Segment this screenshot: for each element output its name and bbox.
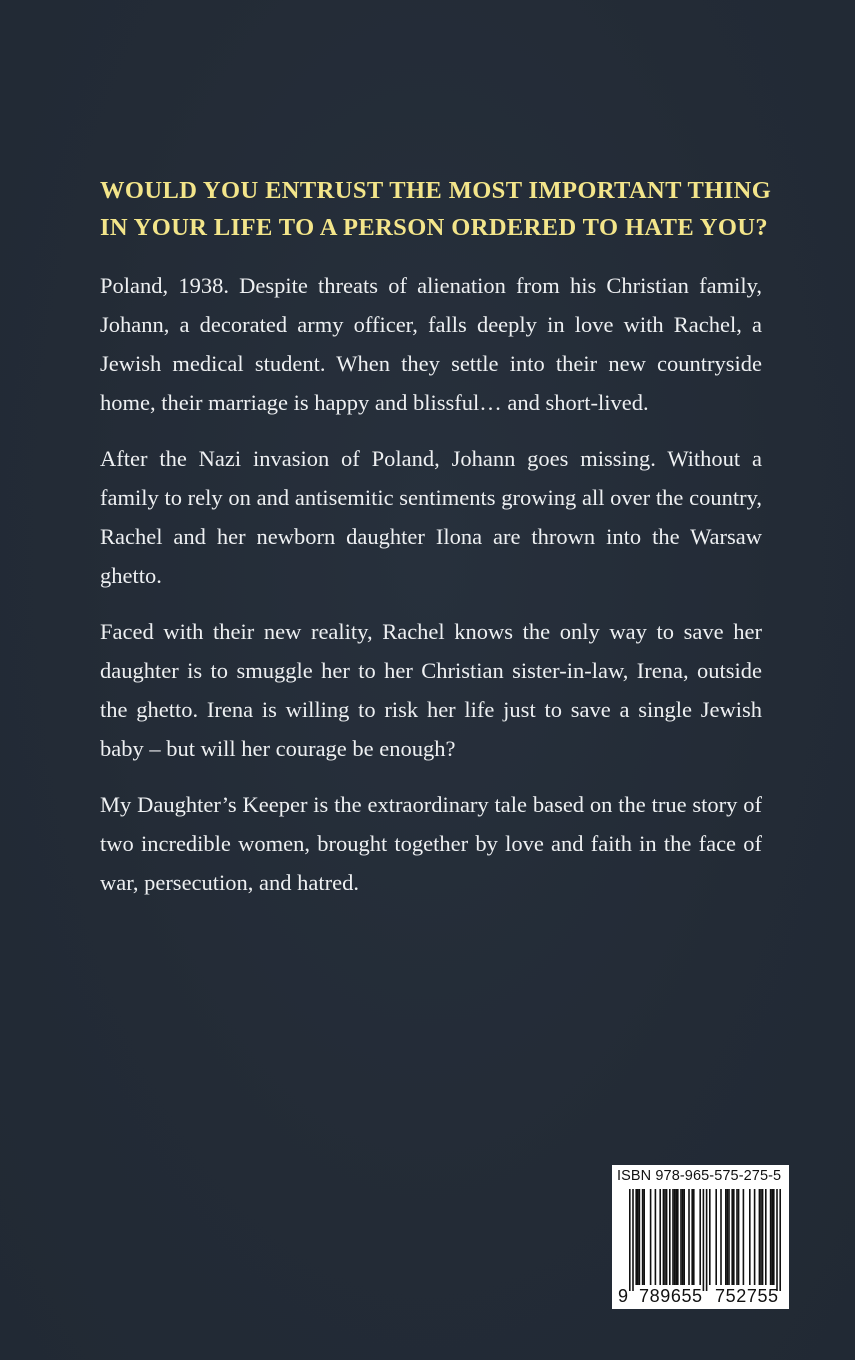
barcode-bar <box>677 1189 679 1285</box>
barcode-bar <box>688 1189 690 1285</box>
headline <box>100 172 770 246</box>
barcode-bar <box>779 1189 781 1291</box>
barcode-bar <box>765 1189 767 1285</box>
barcode-digits-left: 789655 <box>639 1286 703 1306</box>
barcode-bar <box>674 1189 676 1285</box>
barcode-bar <box>675 1189 677 1285</box>
barcode-bar <box>727 1189 729 1285</box>
barcode-bar <box>637 1189 639 1285</box>
barcode-bar <box>643 1189 645 1285</box>
barcode-bar <box>639 1189 641 1285</box>
barcode-bar <box>760 1189 762 1285</box>
blurb-paragraph-3: Faced with their new reality, Rachel knows the only way to save her daughter is to smuggle her to her Christian sister-in-law, Irena, outside the ghetto. Irena is willing to risk her life just to save a single Jewish baby – but will her courage be enough? <box>100 619 762 761</box>
headline-line-2: IN YOUR LIFE TO A PERSON ORDERED TO HATE YOU? <box>100 214 769 241</box>
barcode-digits <box>612 1286 789 1308</box>
barcode-bar <box>629 1189 631 1291</box>
barcode-bar <box>759 1189 761 1285</box>
barcode-bar <box>650 1189 652 1285</box>
barcode-bar <box>771 1189 773 1285</box>
barcode-bar <box>703 1189 705 1291</box>
barcode-bar <box>683 1189 685 1285</box>
blurb-paragraph-2: After the Nazi invasion of Poland, Johann goes missing. Without a family to rely on and antisemitic sentiments growing all over the country, Rachel and her newborn daughter Ilona are thrown into the Warsaw ghetto. <box>100 446 762 588</box>
barcode-bar <box>736 1189 738 1285</box>
barcode-bar <box>770 1189 772 1285</box>
barcode-bar <box>691 1189 693 1285</box>
barcode-bar <box>749 1189 751 1285</box>
barcode-bar <box>762 1189 764 1285</box>
barcode-bar <box>738 1189 740 1285</box>
barcode-bar <box>664 1189 666 1285</box>
barcode-digits-right: 752755 <box>715 1286 779 1306</box>
blurb-paragraph-1: Poland, 1938. Despite threats of alienation from his Christian family, Johann, a decorated army officer, falls deeply in love with Rachel, a Jewish medical student. When they settle into their new countryside home, their marriage is happy and blissful… and short-lived. <box>100 273 762 415</box>
headline-line-1: WOULD YOU ENTRUST THE MOST IMPORTANT THING <box>100 177 772 204</box>
barcode-digit-lead: 9 <box>618 1286 629 1306</box>
barcode-bar <box>731 1189 733 1285</box>
barcode-bar <box>632 1189 634 1291</box>
barcode-bar <box>733 1189 735 1285</box>
isbn-label: ISBN 978-965-575-275-5 <box>617 1168 782 1184</box>
barcode-bar <box>725 1189 727 1285</box>
barcode-bar <box>682 1189 684 1285</box>
barcode-bar <box>728 1189 730 1285</box>
barcode-bar <box>743 1189 745 1285</box>
barcode-bar <box>642 1189 644 1285</box>
barcode-bar <box>659 1189 661 1285</box>
barcode-bar <box>635 1189 637 1285</box>
barcode-bar <box>663 1189 665 1285</box>
blurb <box>100 266 762 919</box>
barcode-bar <box>693 1189 695 1285</box>
barcode-bar <box>706 1189 708 1291</box>
barcode-bar <box>715 1189 717 1285</box>
barcode-bar <box>666 1189 668 1285</box>
barcode-bar <box>680 1189 682 1285</box>
barcode-bar <box>669 1189 671 1285</box>
isbn-barcode <box>612 1165 789 1309</box>
barcode-bar <box>773 1189 775 1285</box>
barcode-bar <box>709 1189 711 1285</box>
barcode-bar <box>776 1189 778 1291</box>
barcode-bar <box>720 1189 722 1285</box>
barcode-bar <box>655 1189 657 1285</box>
barcode-bars <box>612 1187 789 1291</box>
barcode-bar <box>672 1189 674 1285</box>
barcode-bar <box>699 1189 701 1285</box>
blurb-paragraph-4: My Daughter’s Keeper is the extraordinary tale based on the true story of two incredible women, brought together by love and faith in the face of war, persecution, and hatred. <box>100 792 762 895</box>
barcode-bar <box>754 1189 756 1285</box>
